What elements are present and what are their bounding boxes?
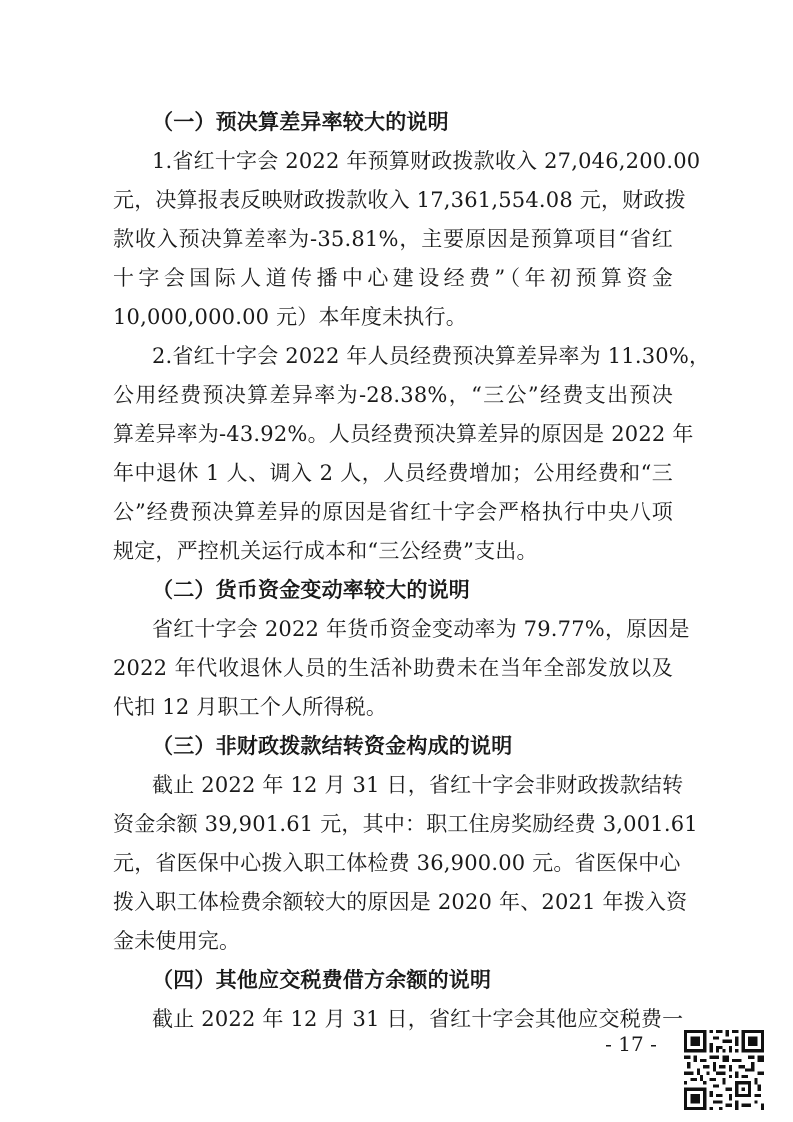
paragraph-line: 年中退休 1 人、调入 2 人，人员经费增加；公用经费和“三	[113, 461, 673, 485]
paragraph-line: 金未使用完。	[113, 929, 241, 953]
section-heading-1: （一）预决算差异率较大的说明	[152, 110, 449, 134]
paragraph-line: 2.省红十字会 2022 年人员经费预决算差异率为 11.30%，	[152, 344, 711, 368]
paragraph-line: 算差异率为-43.92%。人员经费预决算差异的原因是 2022 年	[113, 422, 694, 446]
paragraph-line: 10,000,000.00 元）本年度未执行。	[113, 305, 467, 329]
section-heading-4: （四）其他应交税费借方余额的说明	[152, 968, 492, 992]
paragraph-line: 十字会国际人道传播中心建设经费”（年初预算资金	[113, 266, 673, 290]
paragraph-line: 规定，严控机关运行成本和“三公经费”支出。	[113, 539, 538, 563]
paragraph-line: 截止 2022 年 12 月 31 日，省红十字会非财政拨款结转	[152, 773, 684, 797]
paragraph-line: 公用经费预决算差异率为-28.38%，“三公”经费支出预决	[113, 383, 673, 407]
page-number: - 17 -	[605, 1032, 657, 1056]
paragraph-line: 款收入预决算差率为-35.81%，主要原因是预算项目“省红	[113, 227, 673, 251]
paragraph-line: 元，决算报表反映财政拨款收入 17,361,554.08 元，财政拨	[113, 188, 686, 212]
paragraph-line: 资金余额 39,901.61 元，其中：职工住房奖励经费 3,001.61	[113, 812, 698, 836]
paragraph-line: 1.省红十字会 2022 年预算财政拨款收入 27,046,200.00	[152, 149, 701, 173]
section-heading-3: （三）非财政拨款结转资金构成的说明	[152, 734, 513, 758]
paragraph-line: 截止 2022 年 12 月 31 日，省红十字会其他应交税费一	[152, 1007, 684, 1031]
section-heading-2: （二）货币资金变动率较大的说明	[152, 578, 470, 602]
paragraph-line: 省红十字会 2022 年货币资金变动率为 79.77%，原因是	[152, 617, 690, 641]
qr-code-icon	[684, 1030, 764, 1110]
paragraph-line: 2022 年代收退休人员的生活补助费未在当年全部发放以及	[113, 656, 673, 680]
paragraph-line: 代扣 12 月职工个人所得税。	[113, 695, 388, 719]
paragraph-line: 公”经费预决算差异的原因是省红十字会严格执行中央八项	[113, 500, 673, 524]
paragraph-line: 拨入职工体检费余额较大的原因是 2020 年、2021 年拨入资	[113, 890, 688, 914]
paragraph-line: 元，省医保中心拨入职工体检费 36,900.00 元。省医保中心	[113, 851, 681, 875]
